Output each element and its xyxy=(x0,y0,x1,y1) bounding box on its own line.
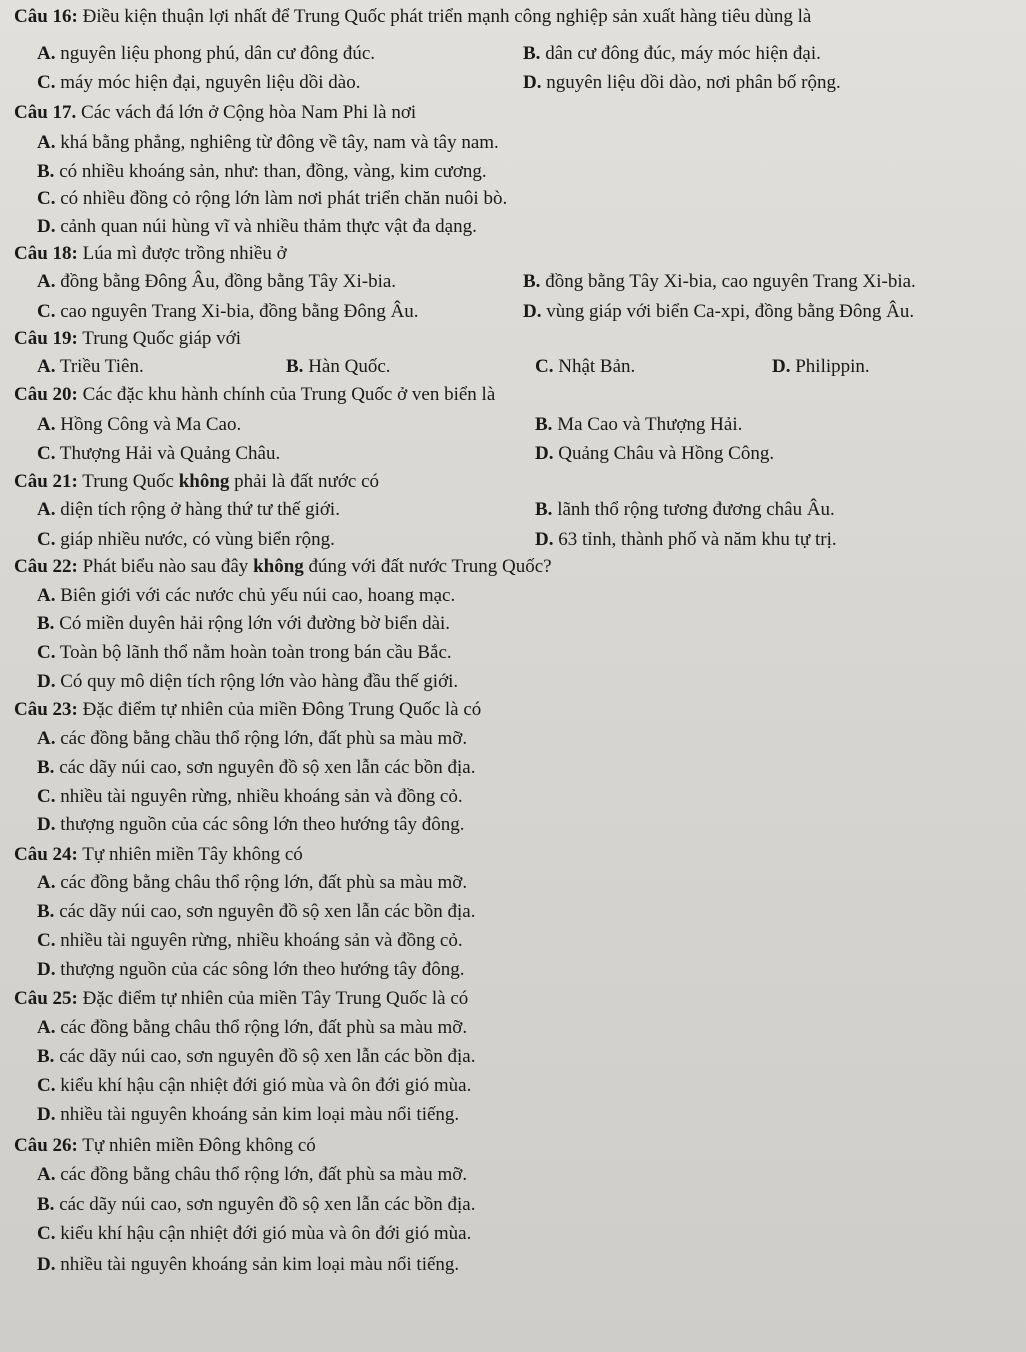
question-23-option-b: B. các dãy núi cao, sơn nguyên đồ sộ xen lẫn các bồn địa. xyxy=(37,757,476,778)
question-19-option-c: C. Nhật Bản. xyxy=(535,356,636,377)
question-26-prompt: Câu 26: Tự nhiên miền Đông không có xyxy=(14,1135,316,1156)
question-20-option-d: D. Quảng Châu và Hồng Công. xyxy=(535,443,775,464)
question-19-option-d: D. Philippin. xyxy=(772,356,870,377)
question-24-prompt: Câu 24: Tự nhiên miền Tây không có xyxy=(14,844,303,865)
question-23-option-c: C. nhiều tài nguyên rừng, nhiều khoáng sản và đồng cỏ. xyxy=(37,786,463,807)
question-25-prompt: Câu 25: Đặc điểm tự nhiên của miền Tây Trung Quốc là có xyxy=(14,988,469,1009)
question-26-option-c: C. kiểu khí hậu cận nhiệt đới gió mùa và ôn đới gió mùa. xyxy=(37,1223,472,1244)
question-21-option-a: A. diện tích rộng ở hàng thứ tư thế giới. xyxy=(37,499,340,520)
question-19-option-b: B. Hàn Quốc. xyxy=(286,356,391,377)
question-17-option-d: D. cảnh quan núi hùng vĩ và nhiều thảm thực vật đa dạng. xyxy=(37,216,477,237)
question-21-prompt: Câu 21: Trung Quốc không phải là đất nước có xyxy=(14,471,380,492)
question-23-option-d: D. thượng nguồn của các sông lớn theo hướng tây đông. xyxy=(37,814,465,835)
question-26-option-b: B. các dãy núi cao, sơn nguyên đồ sộ xen lẫn các bồn địa. xyxy=(37,1194,476,1215)
question-26-option-a: A. các đồng bằng châu thổ rộng lớn, đất phù sa màu mỡ. xyxy=(37,1164,468,1185)
question-16-option-a: A. nguyên liệu phong phú, dân cư đông đúc. xyxy=(37,43,376,64)
question-18-option-c: C. cao nguyên Trang Xi-bia, đồng bằng Đông Âu. xyxy=(37,301,419,322)
question-23-prompt: Câu 23: Đặc điểm tự nhiên của miền Đông Trung Quốc là có xyxy=(14,699,482,720)
question-16-option-b: B. dân cư đông đúc, máy móc hiện đại. xyxy=(523,43,821,64)
question-17-option-b: B. có nhiều khoáng sản, như: than, đồng, vàng, kim cương. xyxy=(37,161,487,182)
question-22-option-a: A. Biên giới với các nước chủ yếu núi cao, hoang mạc. xyxy=(37,585,456,606)
question-18-option-d: D. vùng giáp với biển Ca-xpi, đồng bằng Đông Âu. xyxy=(523,301,915,322)
question-21-option-c: C. giáp nhiều nước, có vùng biển rộng. xyxy=(37,529,335,550)
question-25-option-d: D. nhiều tài nguyên khoáng sản kim loại màu nổi tiếng. xyxy=(37,1104,460,1125)
question-18-prompt: Câu 18: Lúa mì được trồng nhiều ở xyxy=(14,243,287,264)
question-22-option-b: B. Có miền duyên hải rộng lớn với đường bờ biển dài. xyxy=(37,613,451,634)
question-16-option-c: C. máy móc hiện đại, nguyên liệu dồi dào. xyxy=(37,72,361,93)
question-20-prompt: Câu 20: Các đặc khu hành chính của Trung Quốc ở ven biển là xyxy=(14,384,496,405)
question-21-option-b: B. lãnh thổ rộng tương đương châu Âu. xyxy=(535,499,835,520)
question-16-option-d: D. nguyên liệu dồi dào, nơi phân bố rộng. xyxy=(523,72,841,93)
question-20-option-b: B. Ma Cao và Thượng Hải. xyxy=(535,414,743,435)
question-20-option-a: A. Hồng Công và Ma Cao. xyxy=(37,414,242,435)
question-16-prompt: Câu 16: Điều kiện thuận lợi nhất để Trung Quốc phát triển mạnh công nghiệp sản xuất hàng tiêu dùng là xyxy=(14,6,812,27)
question-24-option-c: C. nhiều tài nguyên rừng, nhiều khoáng sản và đồng cỏ. xyxy=(37,930,463,951)
question-19-prompt: Câu 19: Trung Quốc giáp với xyxy=(14,328,242,349)
question-24-option-a: A. các đồng bằng châu thổ rộng lớn, đất phù sa màu mỡ. xyxy=(37,872,468,893)
question-22-prompt: Câu 22: Phát biểu nào sau đây không đúng với đất nước Trung Quốc? xyxy=(14,556,552,577)
question-26-option-d: D. nhiều tài nguyên khoáng sản kim loại màu nổi tiếng. xyxy=(37,1254,460,1275)
question-17-option-a: A. khá bằng phẳng, nghiêng từ đông về tây, nam và tây nam. xyxy=(37,132,499,153)
question-18-option-b: B. đồng bằng Tây Xi-bia, cao nguyên Trang Xi-bia. xyxy=(523,271,916,292)
question-25-option-b: B. các dãy núi cao, sơn nguyên đồ sộ xen lẫn các bồn địa. xyxy=(37,1046,476,1067)
question-17-option-c: C. có nhiều đồng cỏ rộng lớn làm nơi phát triển chăn nuôi bò. xyxy=(37,188,508,209)
question-25-option-c: C. kiểu khí hậu cận nhiệt đới gió mùa và ôn đới gió mùa. xyxy=(37,1075,472,1096)
question-24-option-b: B. các dãy núi cao, sơn nguyên đồ sộ xen lẫn các bồn địa. xyxy=(37,901,476,922)
question-17-prompt: Câu 17. Các vách đá lớn ở Cộng hòa Nam Phi là nơi xyxy=(14,102,417,123)
question-22-option-c: C. Toàn bộ lãnh thổ nằm hoàn toàn trong bán cầu Bắc. xyxy=(37,642,452,663)
question-21-option-d: D. 63 tỉnh, thành phố và năm khu tự trị. xyxy=(535,529,837,550)
question-23-option-a: A. các đồng bằng chầu thổ rộng lớn, đất phù sa màu mỡ. xyxy=(37,728,468,749)
question-18-option-a: A. đồng bằng Đông Âu, đồng bằng Tây Xi-bia. xyxy=(37,271,397,292)
question-22-option-d: D. Có quy mô diện tích rộng lớn vào hàng đầu thế giới. xyxy=(37,671,459,692)
question-19-option-a: A. Triều Tiên. xyxy=(37,356,144,377)
question-24-option-d: D. thượng nguồn của các sông lớn theo hướng tây đông. xyxy=(37,959,465,980)
question-20-option-c: C. Thượng Hải và Quảng Châu. xyxy=(37,443,281,464)
question-25-option-a: A. các đồng bằng châu thổ rộng lớn, đất phù sa màu mỡ. xyxy=(37,1017,468,1038)
